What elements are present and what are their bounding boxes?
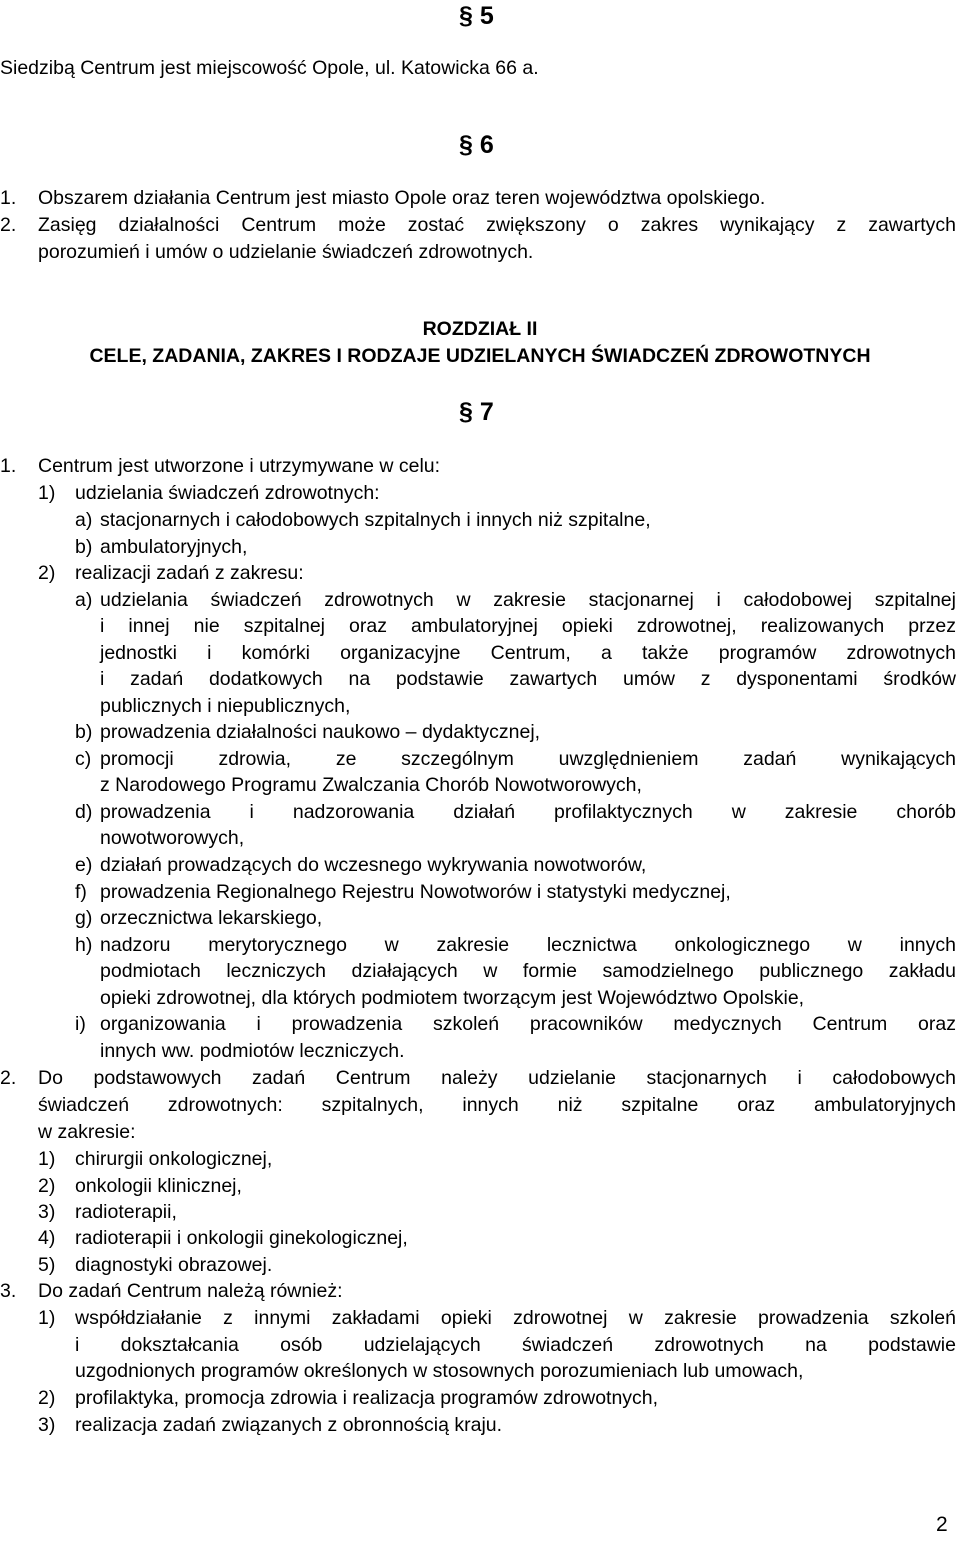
sub-letter: g) (75, 907, 93, 929)
list-item-text: diagnostyki obrazowej. (75, 1254, 273, 1276)
list-item-text: chirurgii onkologicznej, (75, 1148, 273, 1170)
list-number: 2) (38, 562, 56, 584)
section-text: w zakresie: (38, 1121, 136, 1143)
sub-letter: c) (75, 748, 92, 770)
chapter-title: ROZDZIAŁ II (422, 318, 538, 340)
section-text: Do podstawowych zadań Centrum należy udzielanie stacjonarnych i całodobowych (38, 1067, 956, 1089)
list-item-text: współdziałanie z innymi zakładami opieki zdrowotnej w zakresie prowadzenia szkoleń (75, 1307, 956, 1329)
list-item-text: realizacji zadań z zakresu: (75, 562, 304, 584)
sub-item-text: ambulatoryjnych, (100, 536, 248, 558)
sub-item-text: organizowania i prowadzenia szkoleń pracowników medycznych Centrum oraz (100, 1013, 956, 1035)
list-item-text: Obszarem działania Centrum jest miasto Opole oraz teren województwa opolskiego. (38, 187, 766, 209)
list-item-text: onkologii klinicznej, (75, 1175, 242, 1197)
list-item-text: porozumień i umów o udzielanie świadczeń zdrowotnych. (38, 241, 534, 263)
sub-item-text: innych ww. podmiotów leczniczych. (100, 1040, 405, 1062)
section-number: 3. (0, 1280, 17, 1302)
section-text: Do zadań Centrum należą również: (38, 1280, 343, 1302)
list-item-text: radioterapii i onkologii ginekologicznej, (75, 1227, 408, 1249)
list-item-text: i dokształcania osób udzielających świadczeń zdrowotnych na podstawie (75, 1334, 956, 1356)
page-number: 2 (936, 1513, 948, 1536)
sub-item-text: opieki zdrowotnej, dla których podmiotem tworzącym jest Województwo Opolskie, (100, 987, 805, 1009)
list-number: 5) (38, 1254, 56, 1276)
list-number: 1) (38, 482, 56, 504)
sub-letter: f) (75, 881, 87, 903)
sub-item-text: stacjonarnych i całodobowych szpitalnych i innych niż szpitalne, (100, 509, 651, 531)
sub-letter: e) (75, 854, 93, 876)
sub-item-text: i innej nie szpitalnej oraz ambulatoryjnej opieki zdrowotnej, realizowanych przez (100, 615, 956, 637)
sub-letter: h) (75, 934, 93, 956)
paragraph-mark-5: § 5 (459, 2, 494, 30)
sub-item-text: prowadzenia Regionalnego Rejestru Nowotworów i statystyki medycznej, (100, 881, 731, 903)
list-item-text: realizacja zadań związanych z obronnością kraju. (75, 1414, 503, 1436)
section-text: Centrum jest utworzone i utrzymywane w celu: (38, 455, 441, 477)
sub-item-text: z Narodowego Programu Zwalczania Chorób Nowotworowych, (100, 774, 642, 796)
list-item-text: udzielania świadczeń zdrowotnych: (75, 482, 380, 504)
sub-item-text: promocji zdrowia, ze szczególnym uwzględnieniem zadań wynikających (100, 748, 956, 770)
list-number: 3) (38, 1201, 56, 1223)
list-number: 1) (38, 1307, 56, 1329)
list-item-text: uzgodnionych programów określonych w stosownych porozumieniach lub umowach, (75, 1360, 804, 1382)
sub-item-text: prowadzenia i nadzorowania działań profilaktycznych w zakresie chorób (100, 801, 956, 823)
section-number: 2. (0, 1067, 17, 1089)
sub-letter: a) (75, 509, 93, 531)
sub-letter: d) (75, 801, 93, 823)
list-number: 4) (38, 1227, 56, 1249)
list-number: 2. (0, 214, 17, 236)
sub-letter: i) (75, 1013, 86, 1035)
sub-item-text: nowotworowych, (100, 827, 245, 849)
paragraph-mark-6: § 6 (459, 131, 494, 159)
list-item-text: profilaktyka, promocja zdrowia i realizacja programów zdrowotnych, (75, 1387, 659, 1409)
sub-item-text: działań prowadzących do wczesnego wykrywania nowotworów, (100, 854, 647, 876)
list-item-text: radioterapii, (75, 1201, 177, 1223)
paragraph-mark-7: § 7 (459, 398, 494, 426)
list-item-text: Zasięg działalności Centrum może zostać zwiększony o zakres wynikający z zawartych (38, 214, 956, 236)
sub-letter: a) (75, 589, 93, 611)
sub-item-text: publicznych i niepublicznych, (100, 695, 351, 717)
sub-letter: b) (75, 721, 93, 743)
list-number: 3) (38, 1414, 56, 1436)
list-number: 1. (0, 187, 17, 209)
chapter-subtitle: CELE, ZADANIA, ZAKRES I RODZAJE UDZIELANYCH ŚWIADCZEŃ ZDROWOTNYCH (89, 345, 871, 367)
section-number: 1. (0, 455, 17, 477)
sub-item-text: jednostki i komórki organizacyjne Centrum, a także programów zdrowotnych (100, 642, 956, 664)
sub-item-text: podmiotach leczniczych działających w formie samodzielnego publicznego zakładu (100, 960, 956, 982)
sub-item-text: nadzoru merytorycznego w zakresie lecznictwa onkologicznego w innych (100, 934, 956, 956)
sub-letter: b) (75, 536, 93, 558)
section-text: świadczeń zdrowotnych: szpitalnych, innych niż szpitalne oraz ambulatoryjnych (38, 1094, 956, 1116)
sub-item-text: i zadań dodatkowych na podstawie zawartych umów z dysponentami środków (100, 668, 956, 690)
sub-item-text: orzecznictwa lekarskiego, (100, 907, 323, 929)
sub-item-text: prowadzenia działalności naukowo – dydaktycznej, (100, 721, 541, 743)
paragraph-5-text: Siedzibą Centrum jest miejscowość Opole, ul. Katowicka 66 a. (0, 57, 539, 79)
list-number: 2) (38, 1175, 56, 1197)
sub-item-text: udzielania świadczeń zdrowotnych w zakresie stacjonarnej i całodobowej szpitalnej (100, 589, 956, 611)
list-number: 2) (38, 1387, 56, 1409)
list-number: 1) (38, 1148, 56, 1170)
